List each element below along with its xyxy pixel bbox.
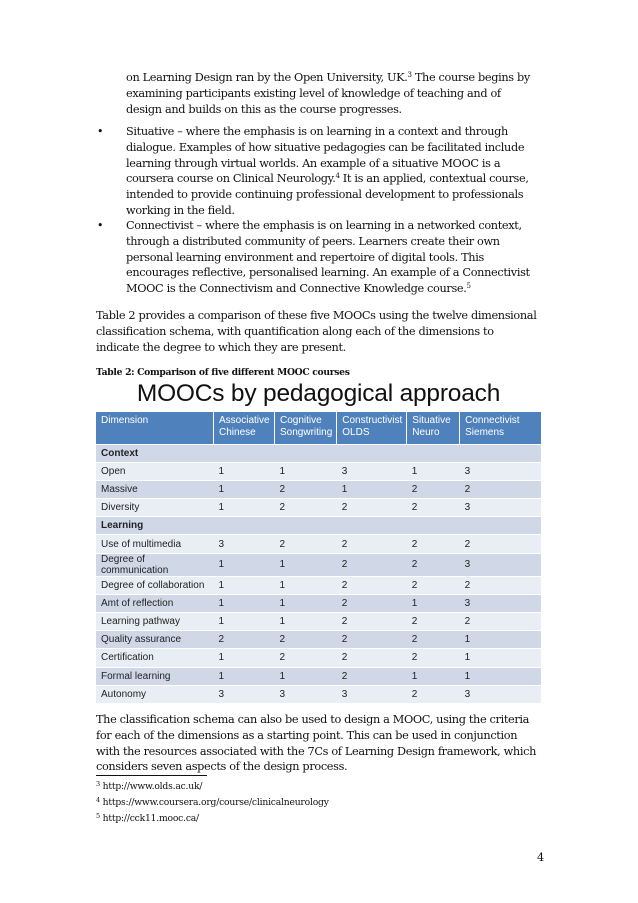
cell: 2 (337, 667, 407, 685)
text-line: classification schema, with quantification along each of the dimensions to (96, 324, 494, 338)
cell: 1 (407, 667, 460, 685)
cell: Open (96, 462, 214, 480)
cell: 1 (214, 576, 275, 594)
cell: 1 (275, 553, 337, 576)
cell: 2 (337, 631, 407, 649)
cell: 3 (460, 685, 541, 703)
table-row (96, 594, 541, 612)
table-row (96, 649, 541, 667)
cell: 2 (337, 649, 407, 667)
column-header: Cognitive Songwriting (275, 412, 337, 444)
cell: 2 (460, 480, 541, 498)
cell: 1 (214, 594, 275, 612)
cell: 2 (407, 613, 460, 631)
cell: 2 (407, 685, 460, 703)
cell: Autonomy (96, 685, 214, 703)
cell: 2 (337, 499, 407, 517)
cell: 3 (214, 535, 275, 553)
text-line: examining participants existing level of knowledge of teaching and of (126, 86, 501, 100)
cell: 3 (337, 462, 407, 480)
table-row (96, 462, 541, 480)
table-row (96, 553, 541, 576)
cell: 2 (407, 480, 460, 498)
cell: Amt of reflection (96, 594, 214, 612)
cell: 1 (214, 499, 275, 517)
footnote[interactable]: $^4$ https://www.coursera.org/course/clinicalneurology (96, 796, 329, 808)
cell: 1 (460, 631, 541, 649)
text-line: MOOC is the Connectivism and Connective Knowledge course.$^5$ (126, 282, 471, 296)
bullet-icon: • (97, 219, 104, 232)
text-line: personal learning environment and repertoire of digital tools. This (126, 250, 484, 264)
footnote[interactable]: $^5$ http://cck11.mooc.ca/ (96, 812, 199, 824)
cell: Diversity (96, 499, 214, 517)
bullet-connectivist (126, 218, 546, 297)
cell: Quality assurance (96, 631, 214, 649)
cell: 2 (214, 631, 275, 649)
text-line: intended to provide continuing professional development to professionals (126, 188, 524, 202)
cell: 3 (460, 499, 541, 517)
cell: 1 (214, 462, 275, 480)
cell: 2 (407, 553, 460, 576)
text-line: The classification schema can also be used to design a MOOC, using the criteria (96, 713, 530, 726)
cell: 2 (275, 499, 337, 517)
cell: 2 (337, 535, 407, 553)
cell: 2 (407, 649, 460, 667)
cell: 1 (407, 462, 460, 480)
cell: 2 (407, 631, 460, 649)
cell: Learning pathway (96, 613, 214, 631)
cell: 1 (275, 667, 337, 685)
text-line: Situative – where the emphasis is on learning in a context and through (126, 125, 508, 138)
cell: 2 (407, 576, 460, 594)
text-line: working in the field. (126, 203, 235, 217)
intro-paragraph (96, 308, 546, 355)
continuation-paragraph (126, 70, 546, 117)
text-line: design and builds on this as the course progresses. (126, 102, 402, 116)
cell: 2 (275, 631, 337, 649)
text-line: through a distributed community of peers. Learners create their own (126, 234, 500, 248)
footnote-divider (96, 775, 207, 776)
bullet-icon: • (97, 125, 104, 138)
cell: 2 (460, 613, 541, 631)
mooc-comparison-table (96, 412, 541, 703)
cell: 1 (407, 594, 460, 612)
text-line: encourages reflective, personalised learning. An example of a Connectivist (126, 266, 530, 280)
cell: 2 (407, 499, 460, 517)
cell: 1 (275, 613, 337, 631)
column-header: Constructivist OLDS (337, 412, 407, 444)
column-header: Situative Neuro (407, 412, 460, 444)
section-label: Learning (96, 517, 541, 535)
cell: 2 (275, 480, 337, 498)
cell: 2 (337, 594, 407, 612)
text-line: for each of the dimensions as a starting point. This can be used in conjunction (96, 728, 518, 742)
cell: 1 (214, 649, 275, 667)
table-row (96, 576, 541, 594)
cell: 1 (275, 462, 337, 480)
footnote-link[interactable]: http://cck11.mooc.ca/ (99, 813, 199, 824)
cell: Degree of communication (96, 553, 214, 576)
table-title: MOOCs by pedagogical approach (136, 380, 501, 407)
cell: 1 (214, 480, 275, 498)
cell: 2 (337, 553, 407, 576)
section-row (96, 444, 541, 462)
cell: 1 (460, 649, 541, 667)
cell: 3 (275, 685, 337, 703)
cell: 3 (214, 685, 275, 703)
page-number: 4 (537, 851, 545, 864)
text-line: on Learning Design ran by the Open University, UK.$^3$ The course begins by (126, 71, 530, 84)
cell: 1 (275, 594, 337, 612)
cell: 1 (214, 613, 275, 631)
table-row (96, 499, 541, 517)
table-caption: Table 2: Comparison of five different MOOC courses (96, 367, 350, 378)
text-line: dialogue. Examples of how situative pedagogies can be facilitated include (126, 140, 525, 154)
section-label: Context (96, 444, 541, 462)
cell: 2 (460, 576, 541, 594)
section-row (96, 517, 541, 535)
footnote-link[interactable]: https://www.coursera.org/course/clinicalneurology (99, 797, 329, 808)
footnote[interactable]: $^3$ http://www.olds.ac.uk/ (96, 780, 203, 792)
text-line: coursera course on Clinical Neurology.$^4$ It is an applied, contextual course, (126, 172, 529, 186)
table-row (96, 667, 541, 685)
cell: 1 (275, 576, 337, 594)
cell: 1 (214, 667, 275, 685)
table-row (96, 631, 541, 649)
text-line: considers seven aspects of the design process. (96, 760, 348, 774)
cell: Massive (96, 480, 214, 498)
cell: Use of multimedia (96, 535, 214, 553)
text-line: indicate the degree to which they are present. (96, 340, 346, 354)
column-header: Dimension (96, 412, 214, 444)
table-row (96, 613, 541, 631)
text-line: Connectivist – where the emphasis is on learning in a networked context, (126, 219, 522, 232)
cell: Formal learning (96, 667, 214, 685)
cell: 3 (460, 553, 541, 576)
text-line: learning through virtual worlds. An example of a situative MOOC is a (126, 156, 501, 170)
cell: 1 (337, 480, 407, 498)
text-line: Table 2 provides a comparison of these five MOOCs using the twelve dimensional (96, 309, 537, 322)
cell: 1 (214, 553, 275, 576)
closing-paragraph (96, 712, 546, 775)
table-row (96, 480, 541, 498)
cell: 3 (460, 594, 541, 612)
cell: Degree of collaboration (96, 576, 214, 594)
footnote-ref[interactable]: 4 (335, 172, 340, 181)
cell: 3 (460, 462, 541, 480)
cell: 2 (460, 535, 541, 553)
table-row (96, 685, 541, 703)
cell: 2 (337, 613, 407, 631)
column-header: Associative Chinese (214, 412, 275, 444)
footnote-link[interactable]: http://www.olds.ac.uk/ (99, 781, 203, 792)
cell: 2 (407, 535, 460, 553)
text-line: with the resources associated with the 7Cs of Learning Design framework, which (96, 744, 537, 758)
table-header-row (96, 412, 541, 444)
table-row (96, 535, 541, 553)
footnote-ref[interactable]: 3 (407, 71, 412, 79)
cell: 1 (460, 667, 541, 685)
cell: 2 (275, 535, 337, 553)
cell: 3 (337, 685, 407, 703)
cell: 2 (275, 649, 337, 667)
cell: 2 (337, 576, 407, 594)
bullet-situative (126, 124, 546, 219)
footnote-ref[interactable]: 5 (466, 282, 471, 291)
cell: Certification (96, 649, 214, 667)
column-header: Connectivist Siemens (460, 412, 541, 444)
